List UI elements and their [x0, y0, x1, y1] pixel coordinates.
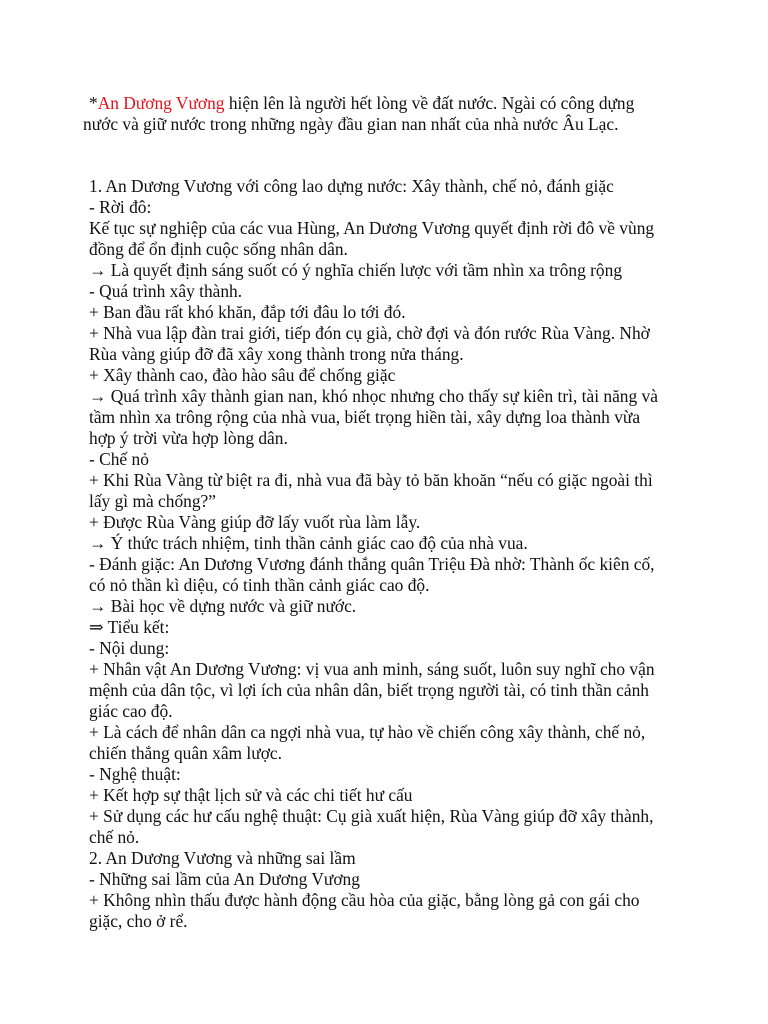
- text-line: mệnh của dân tộc, vì lợi ích của nhân dân, biết trọng người tài, có tinh thần cảnh: [89, 680, 650, 700]
- text-line: - Nghệ thuật:: [89, 764, 181, 784]
- text-line: → Là quyết định sáng suốt có ý nghĩa chiến lược với tầm nhìn xa trông rộng: [89, 260, 623, 280]
- text-line: - Nội dung:: [89, 638, 170, 658]
- text-line: - Quá trình xây thành.: [89, 281, 243, 301]
- text-line: - Rời đô:: [89, 197, 152, 217]
- text-line: ⇒ Tiểu kết:: [89, 617, 170, 637]
- text-line: + Sử dụng các hư cấu nghệ thuật: Cụ già xuất hiện, Rùa Vàng giúp đỡ xây thành,: [89, 806, 654, 826]
- text-line: Kế tục sự nghiệp của các vua Hùng, An Dương Vương quyết định rời đô về vùng: [89, 218, 655, 238]
- text-line: Rùa vàng giúp đỡ đã xây xong thành trong nửa tháng.: [89, 344, 464, 364]
- text-line: 2. An Dương Vương và những sai lầm: [89, 848, 356, 868]
- text-line: - Đánh giặc: An Dương Vương đánh thắng quân Triệu Đà nhờ: Thành ốc kiên cố,: [89, 554, 655, 574]
- text-line: 1. An Dương Vương với công lao dựng nước: Xây thành, chế nỏ, đánh giặc: [89, 176, 614, 196]
- intro-paragraph: [83, 93, 689, 135]
- text-line: + Không nhìn thấu được hành động cầu hòa của giặc, bằng lòng gả con gái cho: [89, 890, 640, 910]
- text-line: tầm nhìn xa trông rộng của nhà vua, biết trọng hiền tài, xây dựng loa thành vừa: [89, 407, 641, 427]
- text-line: - Chế nỏ: [89, 449, 149, 469]
- text-line: + Nhà vua lập đàn trai giới, tiếp đón cụ già, chờ đợi và đón rước Rùa Vàng. Nhờ: [89, 323, 650, 343]
- text-line: + Nhân vật An Dương Vương: vị vua anh minh, sáng suốt, luôn suy nghĩ cho vận: [89, 659, 655, 679]
- text-line: → Bài học về dựng nước và giữ nước.: [89, 596, 357, 616]
- text-line: - Những sai lầm của An Dương Vương: [89, 869, 360, 889]
- text-line: chiến thắng quân xâm lược.: [89, 743, 282, 763]
- intro-line-1-rest: hiện lên là người hết lòng về đất nước. Ngài có công dựng: [224, 93, 635, 113]
- text-line: đồng để ổn định cuộc sống nhân dân.: [89, 239, 348, 259]
- document-body: [89, 176, 689, 932]
- text-line: + Xây thành cao, đào hào sâu để chống giặc: [89, 365, 396, 385]
- text-line: giác cao độ.: [89, 701, 173, 721]
- text-line: + Khi Rùa Vàng từ biệt ra đi, nhà vua đã bày tỏ băn khoăn “nếu có giặc ngoài thì: [89, 470, 653, 490]
- text-line: giặc, cho ở rể.: [89, 911, 188, 931]
- text-line: + Được Rùa Vàng giúp đỡ lấy vuốt rùa làm lẫy.: [89, 512, 421, 532]
- intro-prefix: *: [89, 93, 98, 113]
- intro-highlight-name: An Dương Vương: [97, 93, 225, 113]
- text-line: lấy gì mà chống?”: [89, 491, 216, 511]
- intro-line-1: [89, 93, 689, 114]
- text-line: → Ý thức trách nhiệm, tinh thần cảnh giác cao độ của nhà vua.: [89, 533, 528, 553]
- intro-line-2: nước và giữ nước trong những ngày đầu gian nan nhất của nhà nước Âu Lạc.: [83, 114, 619, 134]
- text-line: hợp ý trời vừa hợp lòng dân.: [89, 428, 288, 448]
- text-line: chế nỏ.: [89, 827, 140, 847]
- text-line: + Kết hợp sự thật lịch sử và các chi tiết hư cấu: [89, 785, 413, 805]
- text-line: → Quá trình xây thành gian nan, khó nhọc nhưng cho thấy sự kiên trì, tài năng và: [89, 386, 658, 406]
- text-line: + Ban đầu rất khó khăn, đắp tới đâu lo tới đó.: [89, 302, 406, 322]
- text-line: + Là cách để nhân dân ca ngợi nhà vua, tự hào về chiến công xây thành, chế nỏ,: [89, 722, 646, 742]
- text-line: có nỏ thần kì diệu, có tinh thần cảnh giác cao độ.: [89, 575, 430, 595]
